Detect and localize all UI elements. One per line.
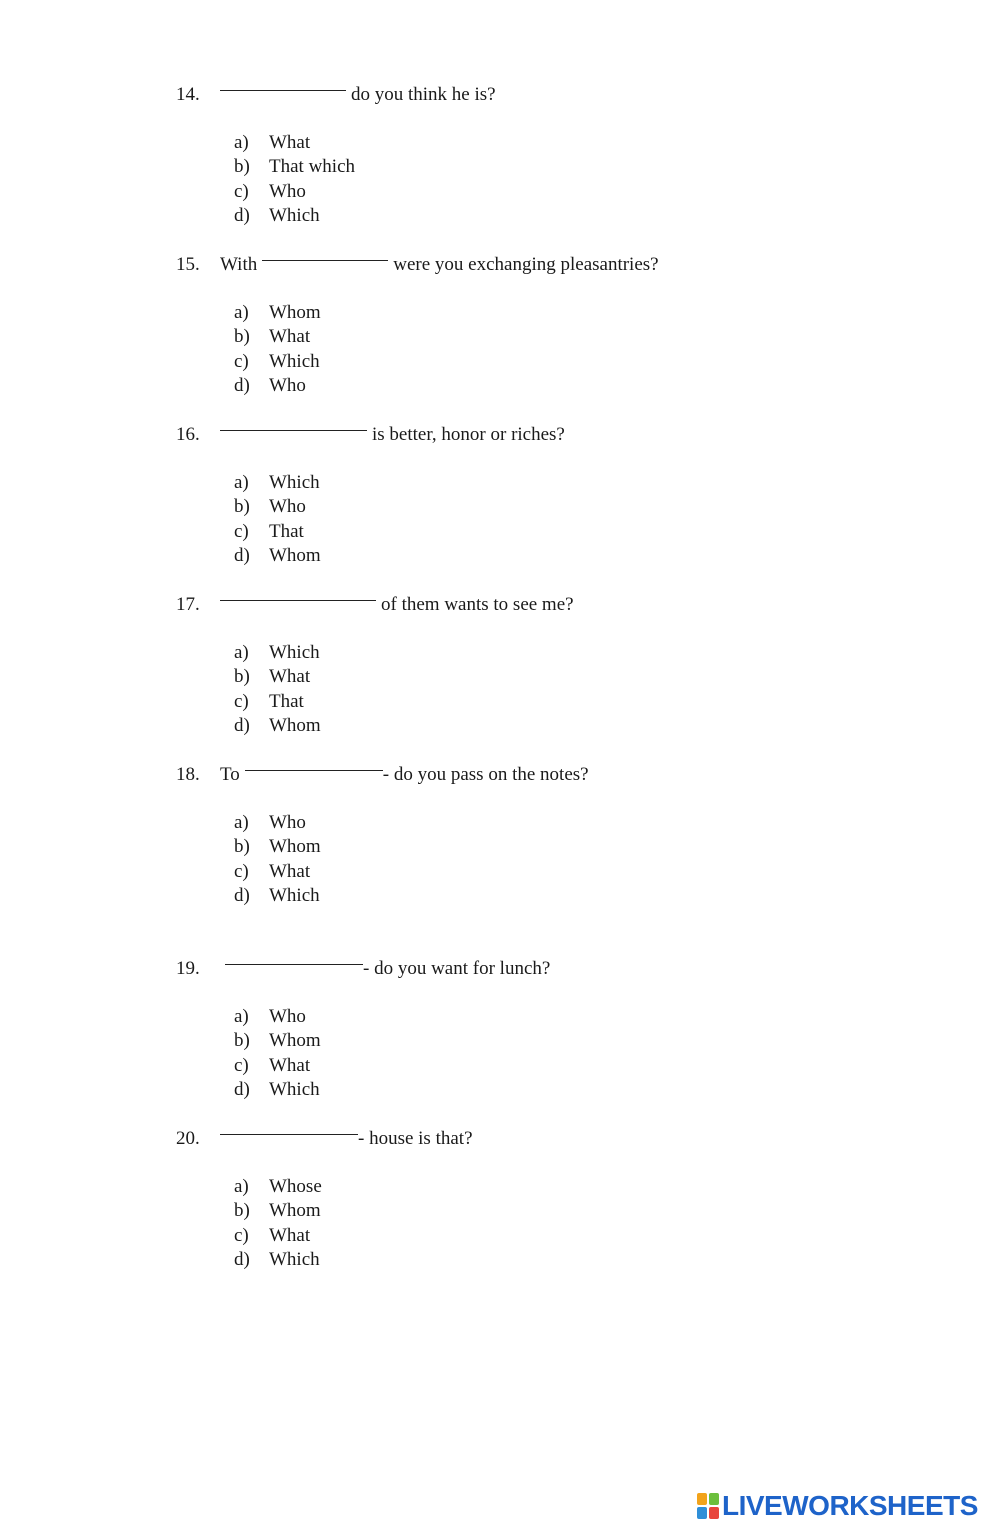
option-text: What xyxy=(269,666,311,688)
option-a[interactable] xyxy=(234,1005,321,1029)
question-number: 15. xyxy=(176,254,200,275)
options-list xyxy=(234,1005,321,1102)
option-text: That xyxy=(269,520,304,542)
option-text: What xyxy=(269,860,311,882)
question-number: 14. xyxy=(176,84,200,105)
option-c[interactable] xyxy=(234,180,355,204)
option-letter: b) xyxy=(234,496,250,518)
logo-tile-red xyxy=(709,1507,719,1519)
liveworksheets-brand[interactable] xyxy=(697,1490,978,1522)
option-b[interactable] xyxy=(234,1029,321,1053)
question-number: 19. xyxy=(176,958,200,979)
question-stem xyxy=(176,957,550,981)
liveworksheets-logo-icon xyxy=(697,1493,719,1519)
question-stem xyxy=(176,1127,473,1151)
answer-blank[interactable] xyxy=(225,964,363,965)
question-number: 18. xyxy=(176,764,200,785)
option-letter: a) xyxy=(234,642,249,663)
question-number: 17. xyxy=(176,594,200,615)
option-a[interactable] xyxy=(234,471,321,495)
option-text: Which xyxy=(269,1078,320,1100)
brand-name: LIVEWORKSHEETS xyxy=(722,1490,978,1521)
question-stem xyxy=(176,763,589,787)
option-a[interactable] xyxy=(234,131,355,155)
option-b[interactable] xyxy=(234,835,321,859)
option-a[interactable] xyxy=(234,811,321,835)
option-b[interactable] xyxy=(234,665,321,689)
option-letter: a) xyxy=(234,302,249,323)
option-letter: c) xyxy=(234,1224,249,1246)
option-letter: a) xyxy=(234,812,249,833)
option-text: That which xyxy=(269,156,356,178)
option-text: Whom xyxy=(269,302,321,323)
option-text: Which xyxy=(269,472,320,493)
option-d[interactable] xyxy=(234,884,321,908)
options-list xyxy=(234,641,321,738)
option-d[interactable] xyxy=(234,374,321,398)
question-stem xyxy=(176,83,496,107)
option-text: What xyxy=(269,326,311,348)
option-letter: c) xyxy=(234,1054,249,1076)
answer-blank[interactable] xyxy=(220,1134,358,1135)
option-letter: c) xyxy=(234,520,249,542)
question-lead-text: With xyxy=(220,254,258,275)
options-list xyxy=(234,471,321,568)
option-text: Who xyxy=(269,1006,306,1027)
option-text: Which xyxy=(269,884,320,906)
option-letter: b) xyxy=(234,156,250,178)
option-letter: b) xyxy=(234,836,250,858)
question-lead-text: To xyxy=(220,764,240,785)
question-stem xyxy=(176,423,565,447)
option-text: Whom xyxy=(269,1030,321,1052)
option-text: Whom xyxy=(269,836,321,858)
answer-blank[interactable] xyxy=(262,260,388,261)
option-b[interactable] xyxy=(234,1199,322,1223)
option-text: What xyxy=(269,1054,311,1076)
option-letter: a) xyxy=(234,1176,249,1197)
option-letter: a) xyxy=(234,472,249,493)
option-text: Which xyxy=(269,642,320,663)
option-letter: c) xyxy=(234,860,249,882)
option-text: That xyxy=(269,690,304,712)
option-c[interactable] xyxy=(234,520,321,544)
option-letter: a) xyxy=(234,132,249,153)
option-letter: c) xyxy=(234,690,249,712)
option-d[interactable] xyxy=(234,714,321,738)
option-letter: d) xyxy=(234,374,250,396)
option-a[interactable] xyxy=(234,301,321,325)
option-text: Who xyxy=(269,374,306,396)
options-list xyxy=(234,1175,322,1272)
option-letter: d) xyxy=(234,714,250,736)
option-text: Which xyxy=(269,204,320,226)
option-text: Who xyxy=(269,812,306,833)
options-list xyxy=(234,811,321,908)
option-d[interactable] xyxy=(234,544,321,568)
logo-tile-orange xyxy=(697,1493,707,1505)
option-text: Whom xyxy=(269,544,321,566)
question-text: do you think he is? xyxy=(351,84,496,105)
option-text: Who xyxy=(269,496,306,518)
option-letter: c) xyxy=(234,180,249,202)
answer-blank[interactable] xyxy=(220,430,367,431)
question-number: 20. xyxy=(176,1128,200,1149)
option-d[interactable] xyxy=(234,1078,321,1102)
options-list xyxy=(234,301,321,398)
option-letter: a) xyxy=(234,1006,249,1027)
option-a[interactable] xyxy=(234,641,321,665)
option-c[interactable] xyxy=(234,350,321,374)
option-letter: b) xyxy=(234,1200,250,1222)
question-text: - house is that? xyxy=(358,1128,473,1149)
options-list xyxy=(234,131,355,228)
option-text: Who xyxy=(269,180,306,202)
option-b[interactable] xyxy=(234,325,321,349)
logo-tile-blue xyxy=(697,1507,707,1519)
question-stem xyxy=(176,253,659,277)
option-text: Whom xyxy=(269,714,321,736)
option-text: Whose xyxy=(269,1176,322,1197)
option-c[interactable] xyxy=(234,860,321,884)
option-c[interactable] xyxy=(234,1054,321,1078)
option-text: Which xyxy=(269,1248,320,1270)
option-text: What xyxy=(269,132,311,153)
option-letter: c) xyxy=(234,350,249,372)
question-text: is better, honor or riches? xyxy=(372,424,565,445)
option-letter: b) xyxy=(234,666,250,688)
logo-tile-green xyxy=(709,1493,719,1505)
option-text: What xyxy=(269,1224,311,1246)
option-c[interactable] xyxy=(234,690,321,714)
question-text: - do you want for lunch? xyxy=(363,958,551,979)
question-text: - do you pass on the notes? xyxy=(382,764,589,785)
option-d[interactable] xyxy=(234,204,355,228)
option-text: Whom xyxy=(269,1200,321,1222)
option-d[interactable] xyxy=(234,1248,322,1272)
question-stem xyxy=(176,593,574,617)
answer-blank[interactable] xyxy=(220,600,376,601)
answer-blank[interactable] xyxy=(245,770,383,771)
option-letter: b) xyxy=(234,326,250,348)
option-letter: d) xyxy=(234,1248,250,1270)
option-text: Which xyxy=(269,350,320,372)
option-b[interactable] xyxy=(234,495,321,519)
option-c[interactable] xyxy=(234,1224,322,1248)
question-text: were you exchanging pleasantries? xyxy=(393,254,659,275)
answer-blank[interactable] xyxy=(220,90,346,91)
option-a[interactable] xyxy=(234,1175,322,1199)
option-letter: b) xyxy=(234,1030,250,1052)
question-number: 16. xyxy=(176,424,200,445)
question-text: of them wants to see me? xyxy=(381,594,574,615)
option-letter: d) xyxy=(234,1078,250,1100)
option-letter: d) xyxy=(234,544,250,566)
option-letter: d) xyxy=(234,884,250,906)
option-b[interactable] xyxy=(234,155,355,179)
option-letter: d) xyxy=(234,204,250,226)
